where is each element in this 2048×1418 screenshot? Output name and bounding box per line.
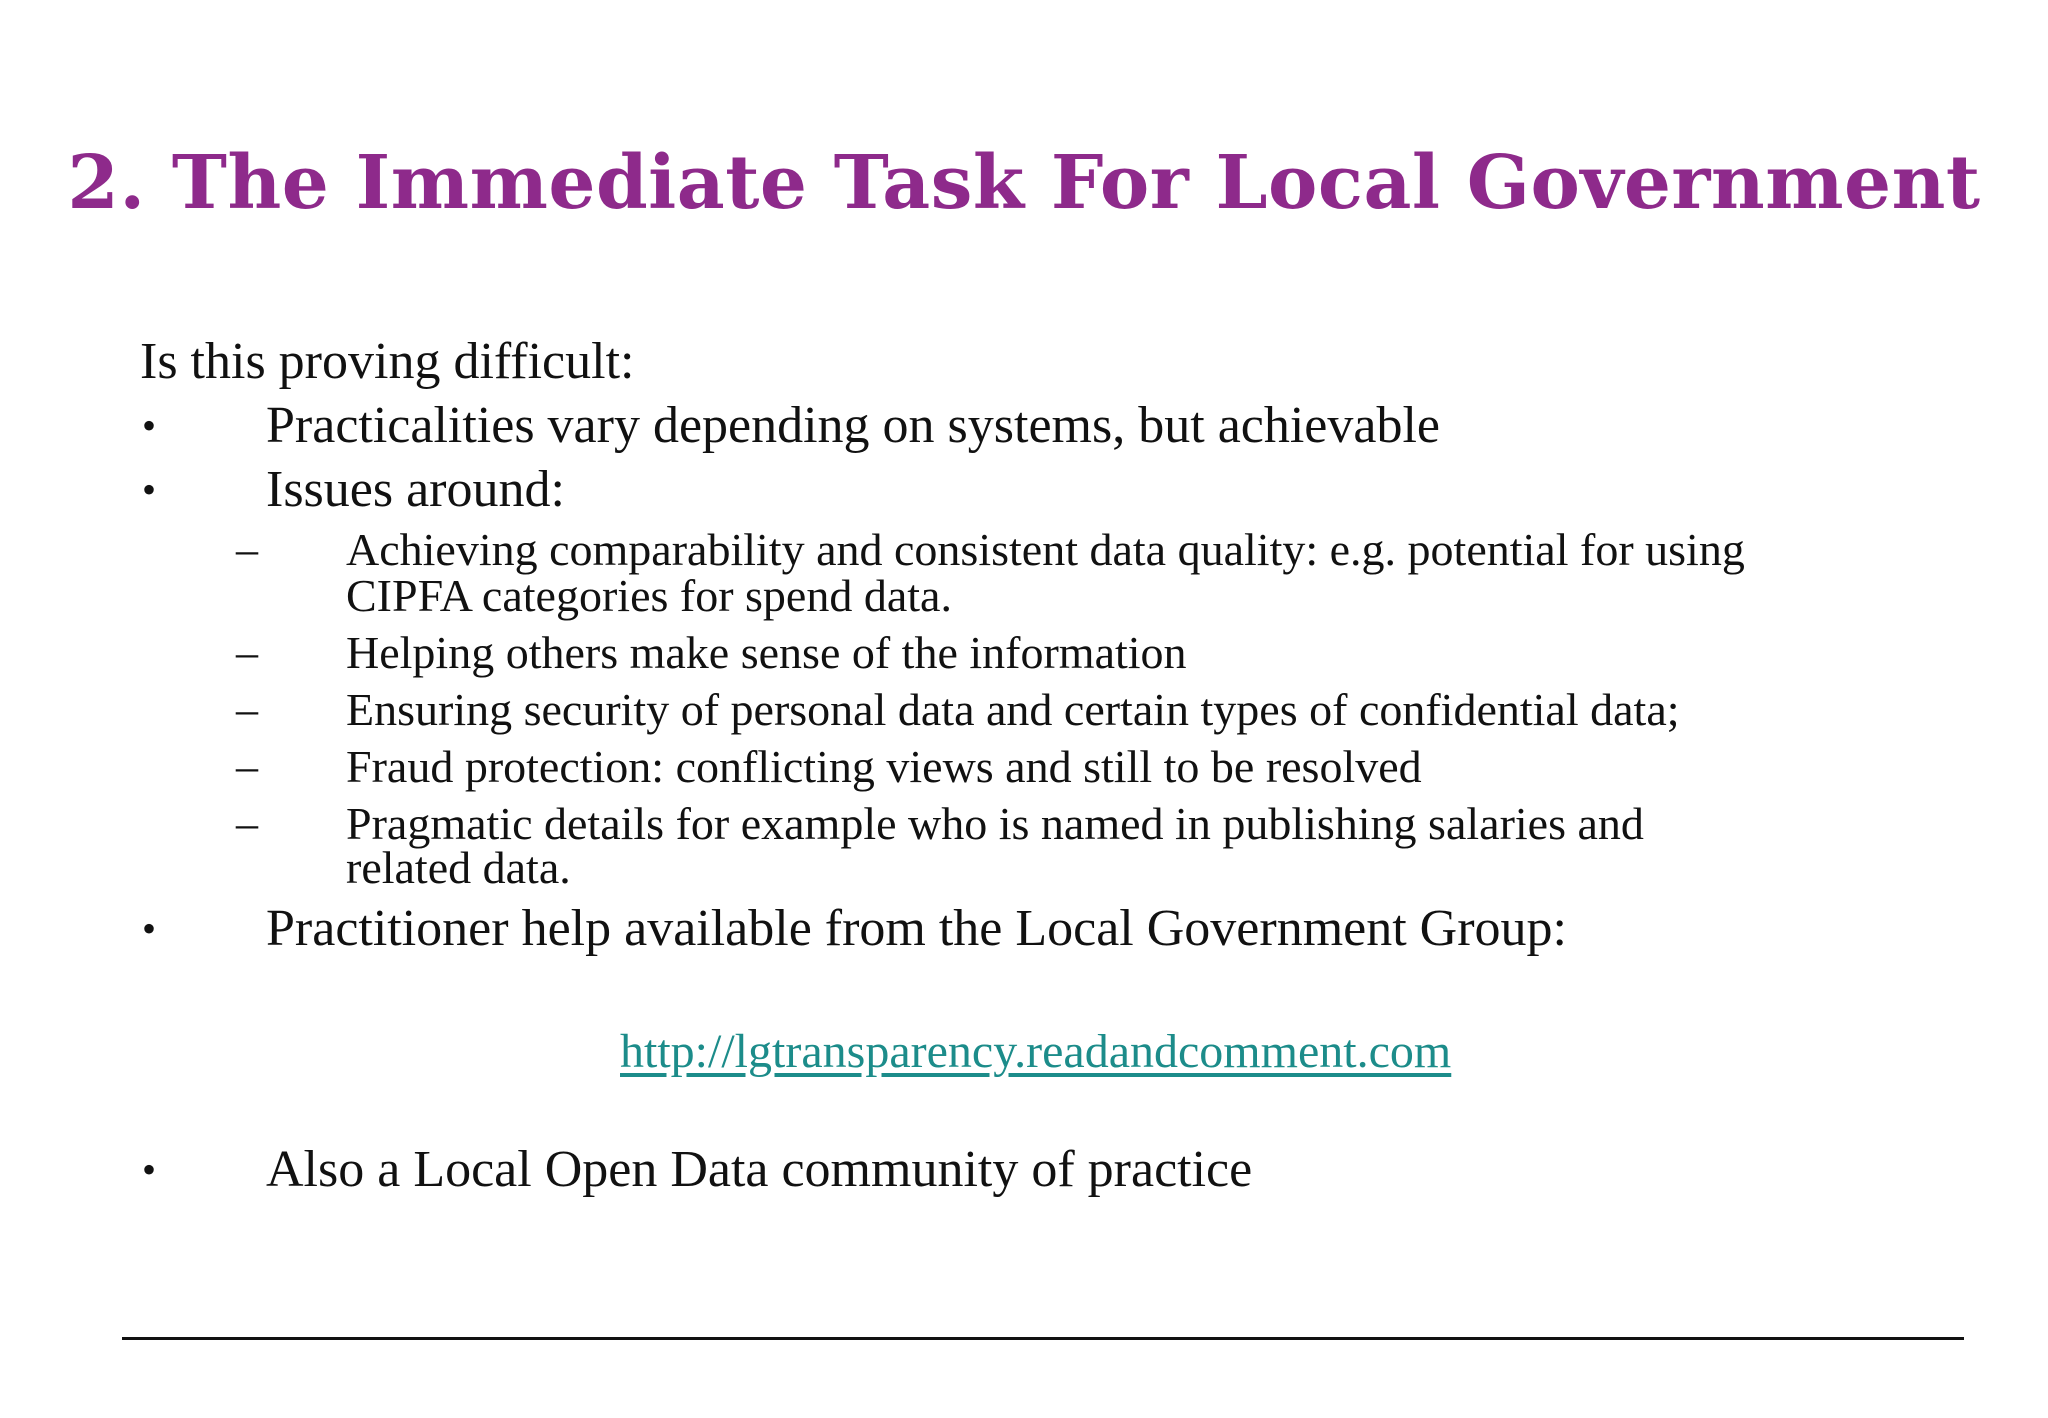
bullet-marker: • (142, 906, 157, 951)
sub-item-comparability-line-2: CIPFA categories for spend data. (346, 570, 952, 621)
sub-item-pragmatic-line-1: Pragmatic details for example who is named in publishing salaries and (346, 798, 1644, 849)
bullet-item-issues: Issues around: (266, 461, 565, 518)
dash-marker: – (236, 525, 258, 574)
dash-marker: – (236, 799, 258, 848)
sub-item-helping-others: Helping others make sense of the information (346, 627, 1187, 678)
sub-item-comparability-line-1: Achieving comparability and consistent data quality: e.g. potential for using (346, 524, 1745, 575)
sub-item-pragmatic-line-2: related data. (346, 842, 571, 893)
bullet-item-open-data-community: Also a Local Open Data community of practice (266, 1141, 1253, 1198)
dash-marker: – (236, 685, 258, 734)
footer-divider (122, 1337, 1964, 1340)
lgtransparency-link[interactable]: http://lgtransparency.readandcomment.com (620, 1025, 1452, 1078)
intro-text: Is this proving difficult: (140, 333, 635, 390)
bullet-item-practicalities: Practicalities vary depending on systems, but achievable (266, 397, 1440, 454)
sub-item-security: Ensuring security of personal data and certain types of confidential data; (346, 684, 1680, 735)
slide-title: 2. The Immediate Task For Local Government (67, 140, 1981, 226)
bullet-marker: • (142, 1147, 157, 1192)
bullet-item-practitioner-help: Practitioner help available from the Local Government Group: (266, 900, 1567, 957)
bullet-marker: • (142, 467, 157, 512)
dash-marker: – (236, 742, 258, 791)
bullet-marker: • (142, 403, 157, 448)
dash-marker: – (236, 628, 258, 677)
sub-item-fraud-protection: Fraud protection: conflicting views and still to be resolved (346, 741, 1422, 792)
